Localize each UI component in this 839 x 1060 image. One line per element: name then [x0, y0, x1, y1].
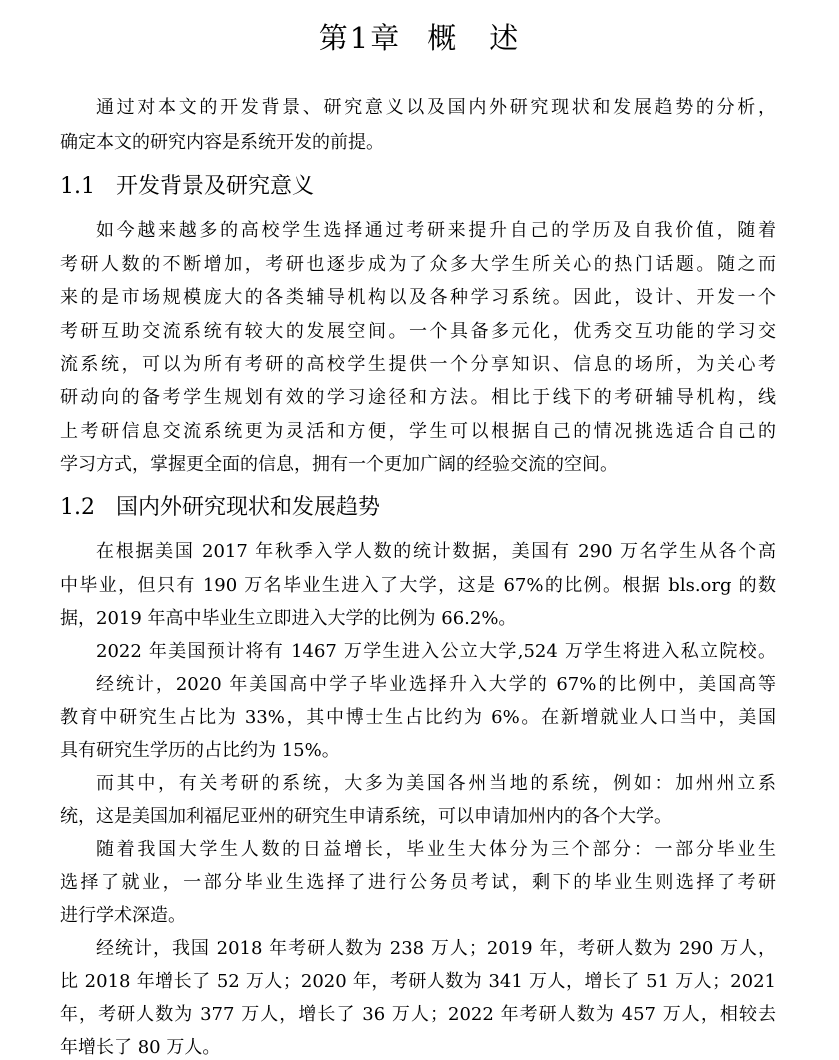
paragraph-line: 2022 年美国预计将有 1467 万学生进入公立大学,524 万学生将进入私立院校。: [96, 641, 776, 662]
paragraph-line: 年增长了 80 万人。: [60, 1037, 221, 1058]
paragraph-line: 在根据美国 2017 年秋季入学人数的统计数据，美国有 290 万名学生从各个高: [96, 541, 776, 562]
intro-line: 通过对本文的开发背景、研究意义以及国内外研究现状和发展趋势的分析，: [96, 97, 776, 118]
paragraph-line: 来的是市场规模庞大的各类辅导机构以及各种学习系统。因此，设计、开发一个: [60, 287, 776, 308]
paragraph-line: 教育中研究生占比为 33%，其中博士生占比约为 6%。在新增就业人口当中，美国: [60, 707, 776, 728]
paragraph-line: 进行学术深造。: [60, 905, 186, 926]
section-title: 开发背景及研究意义: [116, 174, 315, 199]
paragraph-line: 学习方式，掌握更全面的信息，拥有一个更加广阔的经验交流的空间。: [60, 454, 618, 475]
paragraph-line: 经统计，2020 年美国高中学子毕业选择升入大学的 67%的比例中，美国高等: [96, 674, 776, 695]
intro-line: 确定本文的研究内容是系统开发的前提。: [60, 132, 384, 153]
section-heading-1-1: [60, 172, 314, 202]
chapter-title: [0, 18, 839, 58]
section-number: 1.1: [60, 174, 95, 199]
section-heading-1-2: [60, 493, 380, 523]
paragraph-line: 如今越来越多的高校学生选择通过考研来提升自己的学历及自我价值，随着: [96, 220, 776, 241]
paragraph-line: 上考研信息交流系统更为灵活和方便，学生可以根据自己的情况挑选适合自己的: [60, 421, 776, 442]
chapter-name: 概 述: [427, 21, 521, 55]
paragraph-line: 中毕业，但只有 190 万名毕业生进入了大学，这是 67%的比例。根据 bls.org 的数: [60, 575, 776, 596]
paragraph-line: 经统计，我国 2018 年考研人数为 238 万人；2019 年，考研人数为 290 万人，: [96, 938, 776, 959]
paragraph-line: 考研人数的不断增加，考研也逐步成为了众多大学生所关心的热门话题。随之而: [60, 254, 776, 275]
section-title: 国内外研究现状和发展趋势: [116, 495, 381, 520]
paragraph-line: 比 2018 年增长了 52 万人；2020 年，考研人数为 341 万人，增长了 51 万人；2021: [60, 971, 776, 992]
paragraph-line: 统，这是美国加利福尼亚州的研究生申请系统，可以申请加州内的各个大学。: [60, 806, 672, 827]
paragraph-line: 流系统，可以为所有考研的高校学生提供一个分享知识、信息的场所，为关心考: [60, 354, 776, 375]
chapter-label: 第1章: [318, 21, 402, 55]
paragraph-line: 年，考研人数为 377 万人，增长了 36 万人；2022 年考研人数为 457 万人，相较去: [60, 1004, 776, 1025]
paragraph-line: 考研互助交流系统有较大的发展空间。一个具备多元化，优秀交互功能的学习交: [60, 321, 776, 342]
paragraph-line: 研动向的备考学生规划有效的学习途径和方法。相比于线下的考研辅导机构，线: [60, 387, 776, 408]
paragraph-line: 具有研究生学历的占比约为 15%。: [60, 740, 340, 761]
paragraph-line: 随着我国大学生人数的日益增长，毕业生大体分为三个部分：一部分毕业生: [96, 839, 776, 860]
paragraph-line: 据，2019 年高中毕业生立即进入大学的比例为 66.2%。: [60, 608, 517, 629]
paragraph-line: 选择了就业，一部分毕业生选择了进行公务员考试，剩下的毕业生则选择了考研: [60, 872, 776, 893]
paragraph-line: 而其中，有关考研的系统，大多为美国各州当地的系统，例如：加州州立系: [96, 773, 776, 794]
section-number: 1.2: [60, 495, 95, 520]
